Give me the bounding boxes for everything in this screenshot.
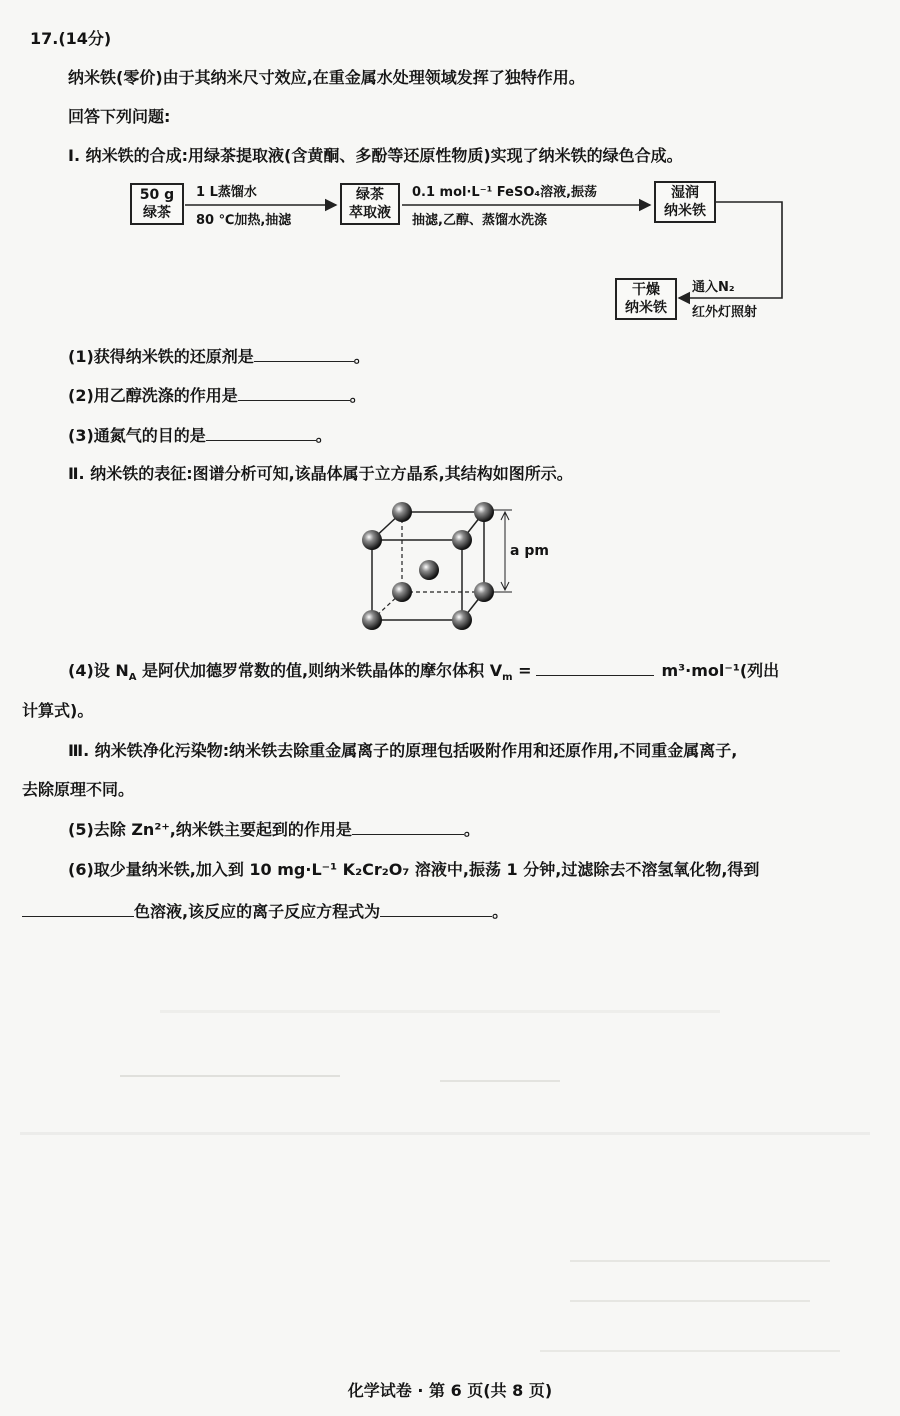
question-2 — [68, 383, 366, 406]
subscript-a: A — [128, 672, 137, 684]
unit-text: m³·mol⁻¹(列出 — [661, 661, 780, 680]
answer-blank-1[interactable] — [254, 347, 354, 362]
subscript-m: m — [502, 672, 513, 684]
question-5 — [68, 817, 480, 840]
question-3 — [68, 423, 332, 446]
answer-blank-2[interactable] — [238, 386, 350, 401]
flow-box-text: 绿茶 — [143, 205, 171, 221]
part2-title: Ⅱ. 纳米铁的表征:图谱分析可知,该晶体属于立方晶系,其结构如图所示。 — [68, 464, 573, 483]
flow-box-text: 干燥 — [632, 282, 660, 298]
question-6-text: 色溶液,该反应的离子反应方程式为 — [134, 902, 381, 921]
question-1-text: (1)获得纳米铁的还原剂是 — [68, 347, 254, 366]
bcc-unit-cell-diagram — [340, 492, 570, 642]
arrow3-label-bottom: 红外灯照射 — [692, 305, 758, 320]
flow-box-text: 萃取液 — [349, 205, 391, 221]
arrow2-label-bottom: 抽滤,乙醇、蒸馏水洗涤 — [412, 213, 547, 228]
question-points: (14分) — [58, 29, 112, 48]
answer-blank-6b[interactable] — [380, 902, 492, 917]
arrow3-label-top: 通入N₂ — [692, 280, 735, 295]
period: 。 — [315, 426, 332, 445]
question-4-text-mid: 是阿伏加德罗常数的值,则纳米铁晶体的摩尔体积 V — [136, 661, 503, 680]
period: 。 — [463, 820, 480, 839]
question-6-line1: (6)取少量纳米铁,加入到 10 mg·L⁻¹ K₂Cr₂O₇ 溶液中,振荡 1 分钟,过滤除去不溶氢氧化物,得到 — [68, 860, 760, 879]
question-2-text: (2)用乙醇洗涤的作用是 — [68, 386, 238, 405]
period: 。 — [349, 386, 366, 405]
question-6-line2 — [22, 899, 508, 922]
period: 。 — [353, 347, 370, 366]
flow-box-text: 绿茶 — [356, 187, 384, 203]
answer-blank-6a[interactable] — [22, 902, 134, 917]
question-5-text: (5)去除 Zn²⁺,纳米铁主要起到的作用是 — [68, 820, 352, 839]
flow-arrows — [0, 0, 900, 340]
question-4 — [68, 658, 779, 683]
question-intro: 纳米铁(零价)由于其纳米尺寸效应,在重金属水处理领域发挥了独特作用。 — [68, 68, 585, 87]
question-4-tail: 计算式)。 — [22, 701, 94, 720]
question-prompt: 回答下列问题: — [68, 107, 171, 126]
part3-title-line1: Ⅲ. 纳米铁净化污染物:纳米铁去除重金属离子的原理包括吸附作用和还原作用,不同重金属离子, — [68, 741, 738, 760]
flow-box-text: 纳米铁 — [664, 203, 706, 219]
part1-title: Ⅰ. 纳米铁的合成:用绿茶提取液(含黄酮、多酚等还原性物质)实现了纳米铁的绿色合成。 — [68, 146, 683, 165]
flow-box-text: 50 g — [139, 187, 175, 203]
page-footer: 化学试卷 · 第 6 页(共 8 页) — [347, 1381, 553, 1400]
question-1 — [68, 344, 370, 367]
flow-box-text: 湿润 — [671, 185, 699, 201]
answer-blank-4[interactable] — [536, 661, 654, 676]
arrow-3 — [679, 202, 782, 298]
question-4-text: (4)设 N — [68, 661, 129, 680]
question-3-text: (3)通氮气的目的是 — [68, 426, 206, 445]
answer-blank-5[interactable] — [352, 820, 464, 835]
equals-sign: = — [512, 661, 532, 680]
question-number: 17. — [30, 29, 59, 48]
arrow1-label-top: 1 L蒸馏水 — [196, 185, 257, 200]
part3-title-line2: 去除原理不同。 — [22, 780, 135, 799]
flow-box-text: 纳米铁 — [625, 300, 667, 316]
arrow1-label-bottom: 80 ℃加热,抽滤 — [196, 213, 292, 228]
arrow2-label-top: 0.1 mol·L⁻¹ FeSO₄溶液,振荡 — [412, 185, 598, 200]
cell-edge-label: a pm — [510, 543, 549, 559]
period: 。 — [492, 902, 509, 921]
answer-blank-3[interactable] — [206, 426, 316, 441]
